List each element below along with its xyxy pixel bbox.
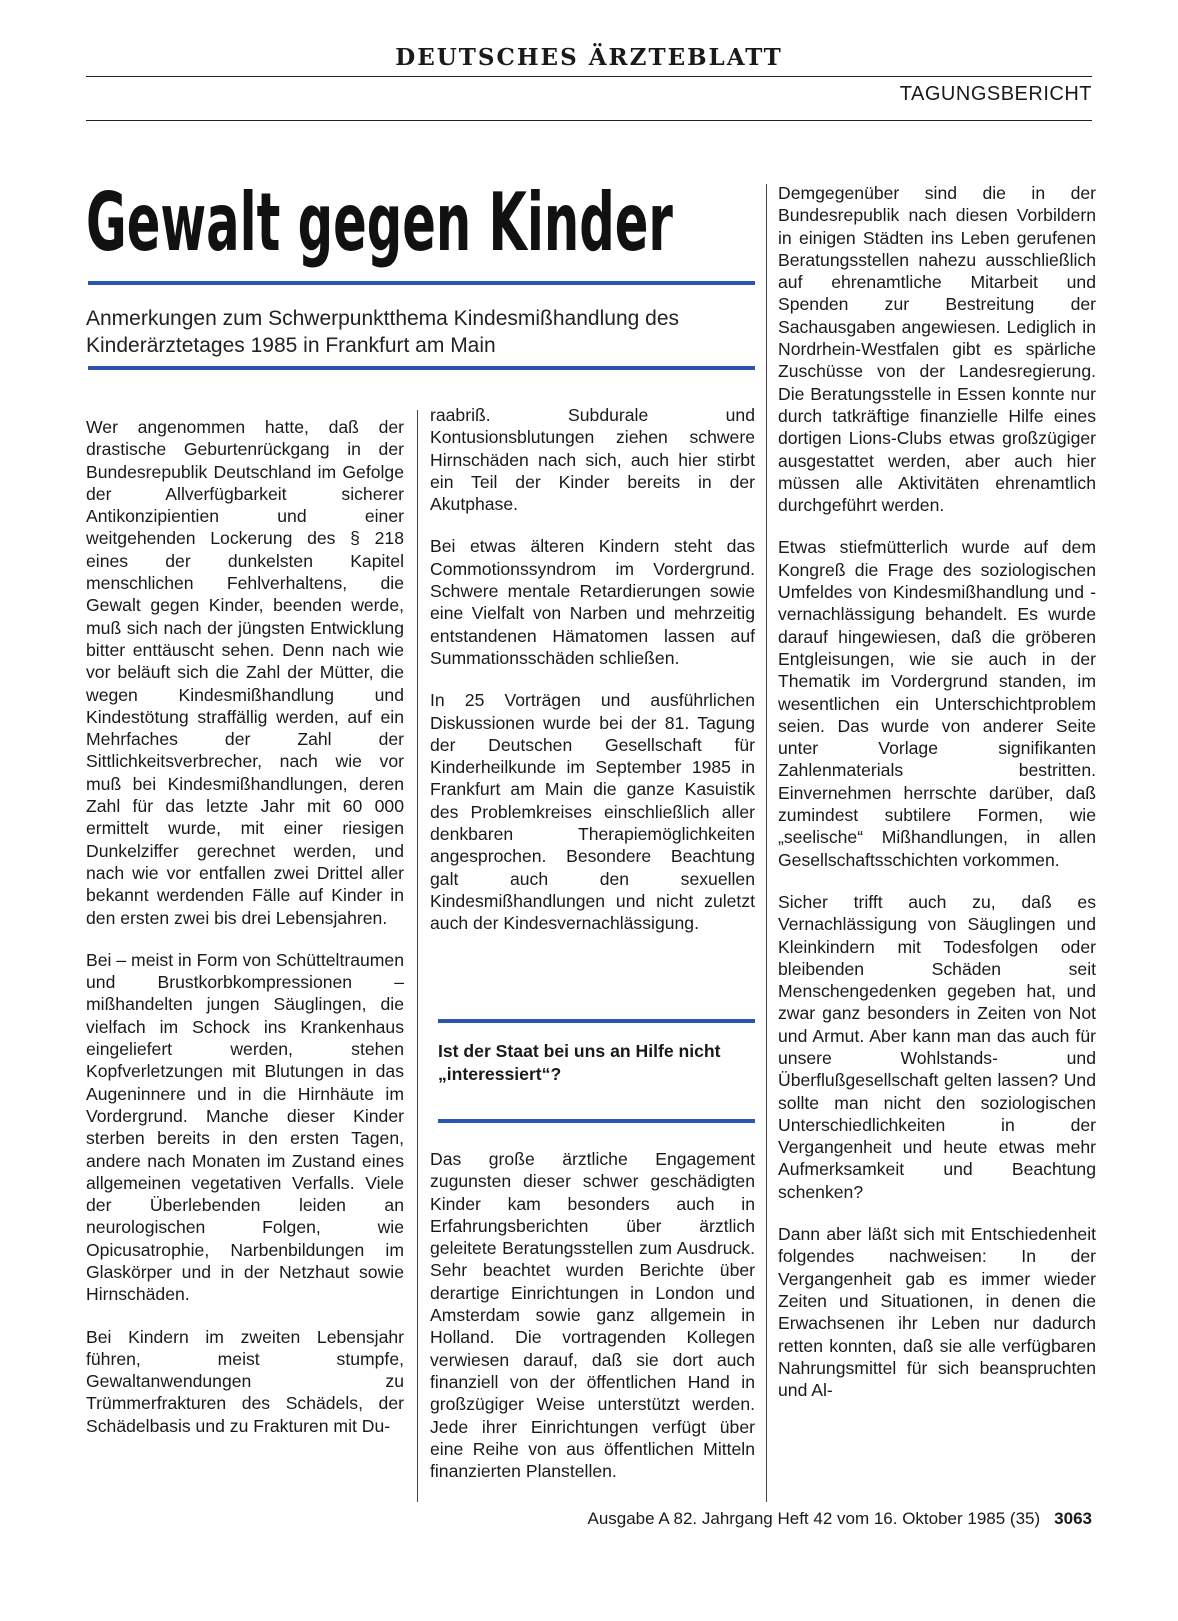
column-divider (766, 184, 767, 1502)
column-2 (430, 404, 755, 955)
paragraph: Bei Kindern im zweiten Lebensjahr führen, meist stumpfe, Gewaltanwendungen zu Trümmerfrakturen des Schädels, der Schädelbasis und zu Frakturen mit Du- (86, 1326, 404, 1436)
paragraph: Sicher trifft auch zu, daß es Vernachlässigung von Säuglingen und Kleinkindern mit Todesfolgen oder bleibenden Schäden seit Menschengedenken gegeben hat, und zwar ganz besonders in Zeiten von Not und Armut. Aber kann man das auch für unsere Wohlstands- und Überflußgesellschaft gelten lassen? Und sollte man nicht den soziologischen Unterschiedlichkeiten in der Vergangenheit und heute etwas mehr Aufmerksamkeit und Beachtung schenken? (778, 891, 1096, 1202)
header-rule-bottom (86, 120, 1092, 121)
column-1 (86, 416, 404, 1457)
column-3 (778, 182, 1096, 1421)
column-divider (417, 410, 418, 1502)
masthead: DEUTSCHES ÄRZTEBLATT (395, 44, 783, 71)
page-footer (587, 1509, 1092, 1529)
paragraph: Bei – meist in Form von Schütteltraumen und Brustkorbkompressionen – mißhandelten jungen Säuglingen, die vielfach im Schock ins Krankenhaus eingeliefert werden, stehen Kopfverletzungen mit Blutungen in das Augeninnere und in die Hirnhäute im Vordergrund. Manche dieser Kinder sterben bereits in den ersten Tagen, andere nach Monaten im Zustand eines allgemeinen vegetativen Verfalls. Viele der Überlebenden leiden an neurologischen Folgen, wie Opicusatrophie, Narbenbildungen im Glaskörper und in der Netzhaut sowie Hirnschäden. (86, 949, 404, 1305)
paragraph: Das große ärztliche Engagement zugunsten dieser schwer geschädigten Kinder kam besonders auch in Erfahrungsberichten über ärztlich geleitete Beratungsstellen zum Ausdruck. Sehr beachtet wurden Berichte über derartige Einrichtungen in London und Amsterdam sowie ganz allgemein in Holland. Die vortragenden Kollegen verwiesen darauf, daß sie dort auch finanziell von der öffentlichen Hand in großzügiger Weise unterstützt werden. Jede ihrer Einrichtungen verfügt über eine Reihe von aus öffentlichen Mitteln finanzierten Planstellen. (430, 1149, 755, 1482)
paragraph: Dann aber läßt sich mit Entschiedenheit folgendes nachweisen: In der Vergangenheit gab es immer wieder Zeiten und Situationen, in denen die Erwachsenen ihr Leben nur dadurch retten konnten, daß sie alle verfügbaren Nahrungsmittel für sich beanspruchten und Al- (778, 1224, 1096, 1401)
column-2-continued (430, 1148, 755, 1502)
article-title: Gewalt gegen Kinder (86, 176, 673, 269)
header-rule-top (86, 76, 1092, 77)
paragraph: Bei etwas älteren Kindern steht das Commotionssyndrom im Vordergrund. Schwere mentale Retardierungen sowie eine Vielfalt von Narben und mehrzeitig entstandenen Hämatomen lassen auf Summationsschäden schließen. (430, 536, 755, 668)
subtitle-underline (88, 366, 755, 370)
paragraph: In 25 Vorträgen und ausführlichen Diskussionen wurde bei der 81. Tagung der Deutschen Gesellschaft für Kinderheilkunde im September 1985 in Frankfurt am Main die ganze Kasuistik des Problemkreises einschließlich aller denkbaren Therapiemöglichkeiten angesprochen. Besondere Beachtung galt auch den sexuellen Kindesmißhandlungen und nicht zuletzt auch der Kindesvernachlässigung. (430, 690, 755, 934)
paragraph: Demgegenüber sind die in der Bundesrepublik nach diesen Vorbildern in einigen Städten ins Leben gerufenen Beratungsstellen nahezu ausschließlich auf ehrenamtliche Mitarbeit und Spenden zur Bestreitung der Sachausgaben angewiesen. Lediglich in Nordrhein-Westfalen gibt es spärliche Zuschüsse von der Landesregierung. Die Beratungsstelle in Essen konnte nur durch tatkräftige finanzielle Hilfe eines dortigen Lions-Clubs etwas großzügiger ausgestattet werden, aber auch hier müssen alle Aktivitäten ehrenamtlich durchgeführt werden. (778, 183, 1096, 516)
page-number: 3063 (1054, 1509, 1092, 1528)
title-underline (88, 281, 755, 285)
subheading-rule-top (438, 1019, 755, 1023)
subheading-rule-bottom (438, 1119, 755, 1123)
paragraph: Etwas stiefmütterlich wurde auf dem Kongreß die Frage des soziologischen Umfeldes von Kindesmißhandlung und -vernachlässigung behandelt. Es wurde darauf hingewiesen, daß die gröberen Entgleisungen, wie sie auch in der Thematik im Vordergrund standen, im wesentlichen ein Unterschichtproblem seien. Das wurde von anderer Seite unter Vorlage signifikanten Zahlenmaterials bestritten. Einvernehmen herrschte darüber, daß zumindest subtilere Formen, wie „seelische“ Mißhandlungen, in allen Gesellschaftsschichten vorkommen. (778, 537, 1096, 870)
section-label: TAGUNGSBERICHT (899, 83, 1092, 105)
subheading: Ist der Staat bei uns an Hilfe nicht „interessiert“? (438, 1041, 721, 1084)
article-subtitle: Anmerkungen zum Schwerpunktthema Kindesmißhandlung des Kinderärztetages 1985 in Frankfurt am Main (86, 307, 679, 357)
paragraph: Wer angenommen hatte, daß der drastische Geburtenrückgang in der Bundesrepublik Deutschland im Gefolge der Allverfügbarkeit sicherer Antikonzipientien und einer weitgehenden Lockerung des § 218 eines der dunkelsten Kapitel menschlichen Fehlverhaltens, die Gewalt gegen Kinder, beenden werde, muß sich nach der jüngsten Entwicklung bitter enttäuscht sehen. Denn nach wie vor beläuft sich die Zahl der Mütter, die wegen Kindesmißhandlung und Kindestötung straffällig werden, auf ein Mehrfaches der Zahl der Sittlichkeitsverbrecher, nach wie vor muß bei Kindesmißhandlungen, deren Zahl für das letzte Jahr mit 60 000 ermittelt wurde, mit einer riesigen Dunkelziffer gerechnet werden, und nach wie vor entfallen zwei Drittel aller bekannt werdenden Fälle auf Kinder in den ersten zwei bis drei Lebensjahren. (86, 417, 404, 928)
paragraph: raabriß. Subdurale und Kontusionsblutungen ziehen schwere Hirnschäden nach sich, auch hier stirbt ein Teil der Kinder bereits in der Akutphase. (430, 405, 755, 515)
issue-info: Ausgabe A 82. Jahrgang Heft 42 vom 16. Oktober 1985 (35) (587, 1509, 1041, 1528)
